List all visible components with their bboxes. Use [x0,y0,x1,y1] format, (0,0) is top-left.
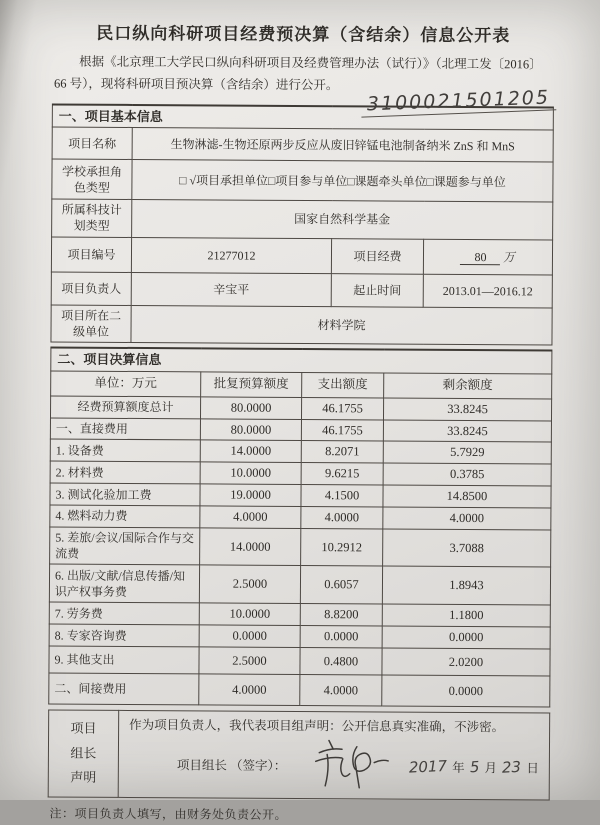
section1-heading: 一、项目基本信息 [52,104,553,130]
funding-value-cell [423,239,552,275]
funding-unit: 万 [503,249,516,266]
approved-value: 4.0000 [200,506,301,528]
spent-value: 46.1755 [301,419,383,441]
col-unit: 单位：万元 [51,371,201,397]
row-label: 2. 材料费 [50,461,200,484]
col-spent: 支出额度 [302,372,384,398]
declaration-label-line: 组长 [53,741,114,766]
table-row-consulting [49,624,550,649]
col-remaining: 剩余额度 [384,373,552,399]
budget-table [48,347,552,708]
approved-value: 80.0000 [200,418,301,440]
row-label: 9. 其他支出 [49,646,199,674]
declaration-label [48,710,119,797]
remaining-value: 14.8500 [383,485,551,508]
row-label: 经费预算额度总计 [50,396,200,419]
spent-value: 9.6215 [301,463,383,485]
remaining-value: 0.0000 [382,675,550,707]
section2-heading: 二、项目决算信息 [51,348,552,374]
approved-value: 0.0000 [199,625,300,648]
remaining-value: 33.8245 [383,398,551,421]
date-year-unit: 年 [452,761,465,775]
row-label: 3. 测试化验加工费 [50,483,200,506]
date-month-unit: 月 [484,762,497,776]
spent-value: 4.0000 [300,675,382,707]
spent-value: 46.1755 [301,397,383,420]
table-row-fuel-power [50,505,551,530]
project-name-value: 生物淋滤-生物还原两步反应从废旧锌锰电池制备纳米 ZnS 和 MnS [132,128,553,163]
remaining-value: 33.8245 [383,420,551,443]
date-day: 23 [502,757,522,778]
row-project-number [51,237,552,275]
approved-value: 2.5000 [199,647,300,675]
sign-label: 项目组长 （签字）： [177,757,286,775]
page-title: 民口纵向科研项目经费预决算（含结余）信息公开表 [52,10,554,52]
role-type-label: 学校承担角色类型 [52,159,132,199]
row-plan-type [52,199,553,239]
spent-value: 4.0000 [301,507,383,529]
remaining-value: 1.1800 [382,604,550,627]
basic-info-table [50,103,553,345]
remaining-value: 1.8943 [382,566,550,605]
row-label: 二、间接费用 [49,673,199,705]
table-row-other [49,646,550,676]
declaration-label-line: 声明 [53,766,114,791]
spent-value: 8.2071 [301,441,383,463]
budget-header-row [51,371,552,399]
table-row-publication [49,564,550,605]
row-project-name [52,127,553,162]
table-row-testing [50,483,551,508]
funding-amount: 80 [460,250,500,265]
declaration-row [48,710,550,800]
declaration-statement: 作为项目负责人，我代表项目组声明：公开信息真实准确，不涉密。 [129,717,541,736]
remaining-value: 4.0000 [383,507,551,530]
table-row-direct [50,418,551,443]
declaration-content [118,711,550,800]
remaining-value: 0.3785 [383,463,551,486]
leader-value: 辛宝平 [131,272,331,306]
row-label: 7. 劳务费 [49,602,199,625]
approved-value: 14.0000 [200,528,301,566]
approved-value: 2.5000 [199,565,300,604]
section-basic-info [50,103,553,345]
leader-label: 项目负责人 [51,272,131,305]
approved-value: 14.0000 [200,440,301,462]
date-month: 5 [469,757,479,778]
col-approved: 批复预算额度 [201,371,302,397]
row-project-leader [51,272,552,308]
section2-heading-row [51,348,552,374]
spent-value: 0.6057 [300,566,382,605]
approved-value: 10.0000 [200,462,301,484]
table-row-materials [50,461,551,486]
spent-value: 0.0000 [300,626,382,649]
approved-value: 10.0000 [199,603,300,625]
remaining-value: 3.7088 [383,529,551,567]
declaration-label-line: 项目 [53,717,114,742]
plan-type-label: 所属科技计划类型 [52,199,132,237]
plan-type-value: 国家自然科学基金 [132,200,553,240]
date-year: 2017 [408,756,447,778]
form-page [48,10,555,824]
table-row-indirect [49,673,550,707]
intro-paragraph: 根据《北京理工大学民口纵向科研项目及经费管理办法（试行）》（北理工发〔2016〕66 号），现将科研项目预决算（含结余）进行公开。 [52,49,554,106]
signature-scribble [308,737,404,794]
approved-value: 80.0000 [200,396,301,419]
spent-value: 10.2912 [301,528,383,566]
approved-value: 19.0000 [200,484,301,506]
row-label: 8. 专家咨询费 [49,624,199,647]
project-name-label: 项目名称 [52,127,132,159]
declaration-table [48,710,551,801]
spent-value: 4.1500 [301,485,383,507]
funding-label: 项目经费 [331,238,423,274]
role-type-checkboxes: □ √项目承担单位□项目参与单位□课题牵头单位□课题参与单位 [132,160,553,203]
row-role-type [52,159,553,202]
spent-value: 8.8200 [300,604,382,626]
spent-value: 0.4800 [300,648,382,676]
table-row-equipment [50,439,551,464]
department-label: 项目所在二级单位 [51,305,131,343]
row-label: 一、直接费用 [50,418,200,441]
remaining-value: 5.7929 [383,441,551,464]
period-value: 2013.01—2016.12 [423,274,552,308]
row-label: 1. 设备费 [50,439,200,462]
table-row-total [50,396,551,421]
remaining-value: 2.0200 [382,648,550,676]
table-row-travel [50,527,551,567]
project-number-label: 项目编号 [51,237,131,272]
project-number-value: 21277012 [131,237,331,273]
handwritten-project-code: 3100021501205 [360,86,556,117]
handwritten-date [407,757,539,778]
row-label: 5. 差旅/会议/国际合作与交流费 [50,527,200,565]
row-label: 6. 出版/文献/信息传播/知识产权事务费 [49,564,199,603]
remaining-value: 0.0000 [382,626,550,649]
footnote: 注：项目负责人填写，由财务处负责公开。 [48,797,550,824]
period-label: 起止时间 [331,273,423,307]
approved-value: 4.0000 [199,674,300,706]
row-department [51,305,552,345]
signature-line [129,738,541,795]
department-value: 材料学院 [131,305,552,345]
date-day-unit: 日 [526,762,539,776]
row-label: 4. 燃料动力费 [50,505,200,528]
table-row-labor [49,602,550,627]
